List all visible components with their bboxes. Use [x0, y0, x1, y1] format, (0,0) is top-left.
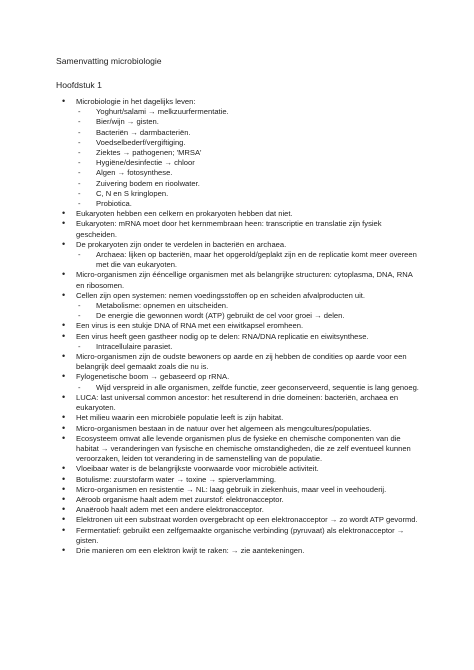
list-item — [62, 413, 422, 423]
list-item — [62, 424, 422, 434]
list-item — [62, 372, 422, 392]
list-item-text: Cellen zijn open systemen: nemen voedingsstoffen op en scheiden afvalproducten uit. — [76, 290, 366, 300]
list-item — [62, 97, 422, 209]
list-item-text: Een virus is een stukje DNA of RNA met een eiwitkapsel eromheen. — [76, 321, 304, 331]
list-item-text: Vloeibaar water is de belangrijkste voorwaarde voor microbiële activiteit. — [76, 464, 319, 474]
list-item — [62, 393, 422, 413]
list-item-text: Fermentatief: gebruikt een zelfgemaakte organische verbinding (pyruvaat) als elektronacceptor → gisten. — [76, 525, 405, 545]
list-item-text: Micro-organismen bestaan in de natuur over het algemeen als mengcultures/populaties. — [76, 423, 372, 433]
list-item-text: Elektronen uit een substraat worden overgebracht op een elektronacceptor → zo wordt ATP gevormd. — [76, 515, 418, 525]
list-item-text: Micro-organismen zijn de oudste bewoners op aarde en zij hebben de condities op aarde voor een belangrijk deel gemaakt zoals die nu is. — [76, 352, 407, 372]
list-item-text: Het milieu waarin een microbiële populatie leeft is zijn habitat. — [76, 413, 284, 423]
sub-list-item: - Voedselbederf/vergiftiging. — [76, 138, 422, 148]
sub-list-item: - C, N en S kringlopen. — [76, 189, 422, 199]
sub-list-item: - Ziektes → pathogenen; 'MRSA' — [76, 148, 422, 158]
sub-list — [76, 383, 422, 393]
sub-list-item: - Archaea: lijken op bacteriën, maar het opgerold/geplakt zijn en de replicatie komt meer overeen met die van eukaryoten. — [76, 250, 422, 270]
list-item — [62, 352, 422, 372]
list-item-text: Een virus heeft geen gastheer nodig op te delen: RNA/DNA replicatie en eiwitsynthese. — [76, 331, 369, 341]
list-item-text: Micro-organismen zijn ééncellige organismen met als belangrijke structuren: cytoplasma, DNA, RNA en ribosomen. — [76, 270, 413, 290]
sub-list-item: - Zuivering bodem en rioolwater. — [76, 179, 422, 189]
list-item — [62, 434, 422, 465]
list-item — [62, 485, 422, 495]
sub-list — [76, 301, 422, 321]
list-item-text: Ecosysteem omvat alle levende organismen plus de fysieke en chemische componenten van die habitat → veranderingen van fysische en chemische omstandigheden, die ze zelf eventueel kunnen veroorzaken, leiden tot verandering in de samenstelling van de populatie. — [76, 433, 411, 464]
list-item-text: Anaëroob haalt adem met een andere elektronacceptor. — [76, 505, 264, 515]
list-item — [62, 526, 422, 546]
list-item-text: Microbiologie in het dagelijks leven: — [76, 97, 196, 106]
sub-list-item: - Hygiëne/desinfectie → chloor — [76, 158, 422, 168]
list-item — [62, 240, 422, 271]
sub-list — [76, 342, 422, 352]
sub-list-item: - Intracellulaire parasiet. — [76, 342, 422, 352]
sub-list-item: - Bier/wijn → gisten. — [76, 117, 422, 127]
sub-list — [76, 107, 422, 209]
document-title: Samenvatting microbiologie — [56, 56, 162, 66]
sub-list-item: - Probiotica. — [76, 199, 422, 209]
sub-list-item: - De energie die gewonnen wordt (ATP) gebruikt de cel voor groei → delen. — [76, 311, 422, 321]
list-item-text: Drie manieren om een elektron kwijt te raken: → zie aantekeningen. — [76, 545, 305, 555]
list-item — [62, 270, 422, 290]
chapter-heading: Hoofdstuk 1 — [56, 80, 102, 90]
list-item-text: Aëroob organisme haalt adem met zuurstof: elektronacceptor. — [76, 494, 284, 504]
list-item — [62, 515, 422, 525]
list-item — [62, 219, 422, 239]
list-item — [62, 546, 422, 556]
sub-list-item: - Bacteriën → darmbacteriën. — [76, 128, 422, 138]
list-item — [62, 291, 422, 322]
list-item — [62, 464, 422, 474]
list-item-text: Fylogenetische boom → gebaseerd op rRNA. — [76, 372, 230, 382]
bullet-list — [62, 97, 422, 556]
list-item-text: Micro-organismen en resistentie → NL: laag gebruik in ziekenhuis, maar veel in veehouderij. — [76, 484, 387, 494]
list-item — [62, 209, 422, 219]
list-item-text: LUCA: last universal common ancestor: het resulterend in drie domeinen: bacteriën, archaea en eukaryoten. — [76, 392, 399, 413]
list-item — [62, 332, 422, 352]
sub-list-item: - Yoghurt/salami → melkzuurfermentatie. — [76, 107, 422, 117]
list-item-text: De prokaryoten zijn onder te verdelen in bacteriën en archaea. — [76, 239, 287, 249]
list-item-text: Botulisme: zuurstofarm water → toxine → spierverlamming. — [76, 474, 277, 484]
list-item — [62, 475, 422, 485]
sub-list-item: - Algen → fotosynthese. — [76, 168, 422, 178]
list-item-text: Eukaryoten hebben een celkern en prokaryoten hebben dat niet. — [76, 209, 293, 219]
list-item-text: Eukaryoten: mRNA moet door het kernmembraan heen: transcriptie en translatie zijn fysiek gescheiden. — [76, 219, 382, 239]
list-item — [62, 321, 422, 331]
sub-list-item: - Metabolisme: opnemen en uitscheiden. — [76, 301, 422, 311]
sub-list — [76, 250, 422, 270]
sub-list-item: - Wijd verspreid in alle organismen, zelfde functie, zeer geconserveerd, sequentie is lang genoeg. — [76, 383, 422, 393]
list-item — [62, 495, 422, 505]
list-item — [62, 505, 422, 515]
